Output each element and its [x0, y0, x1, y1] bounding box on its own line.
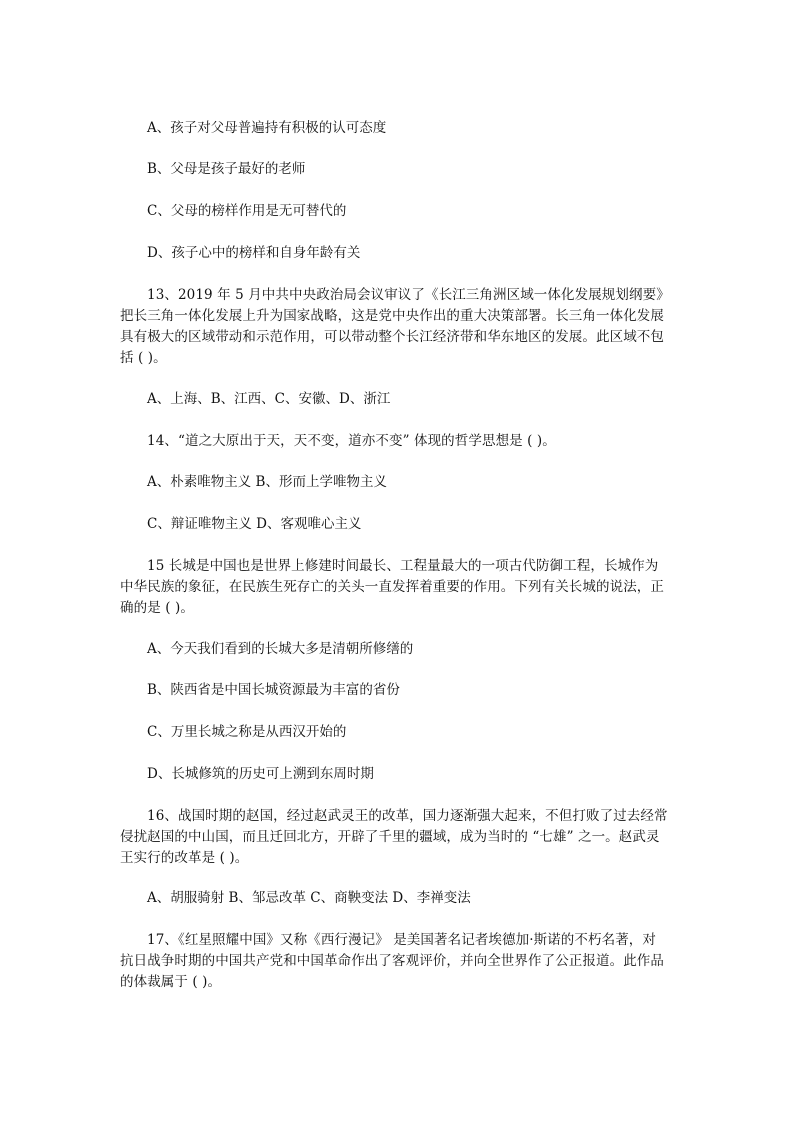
option-b-q15: B、陕西省是中国长城资源最为丰富的省份 — [147, 682, 400, 698]
question-13: 13、2019 年 5 月中共中央政治局会议审议了《长江三角洲区域一体化发展规划纲要》把长三角一体化发展上升为国家战略，这是党中央作出的重大决策部署。长三角一体化发展具有极大的区域带动和示范作用，可以带动整个长江经济带和华东地区的发展。此区域不包括 ( )。 — [120, 287, 664, 366]
question-17: 17、《红星照耀中国》又称《西行漫记》 是美国著名记者埃德加·斯诺的不朽名著，对抗日战争时期的中国共产党和中国革命作出了客观评价，并向全世界作了公正报道。此作品的体裁属于 ( )。 — [120, 932, 664, 990]
option-d-q12: D、孩子心中的榜样和自身年龄有关 — [147, 245, 361, 261]
options-q14-line1: A、朴素唯物主义 B、形而上学唯物主义 — [147, 474, 387, 490]
option-c-q12: C、父母的榜样作用是无可替代的 — [147, 203, 347, 219]
options-q13: A、上海、B、江西、C、安徽、D、浙江 — [147, 391, 391, 407]
question-14: 14、“道之大原出于天，天不变，道亦不变” 体现的哲学思想是 ( )。 — [147, 433, 556, 449]
question-15: 15 长城是中国也是世界上修建时间最长、工程量最大的一项古代防御工程，长城作为中华民族的象征，在民族生死存亡的关头一直发挥着重要的作用。下列有关长城的说法，正确的是 ( )。 — [120, 558, 664, 616]
options-q14-line2: C、辩证唯物主义 D、客观唯心主义 — [147, 516, 362, 532]
option-c-q15: C、万里长城之称是从西汉开始的 — [147, 724, 347, 740]
question-16: 16、战国时期的赵国，经过赵武灵王的改革，国力逐渐强大起来，不但打败了过去经常侵扰赵国的中山国，而且迁回北方，开辟了千里的疆域，成为当时的 “七雄” 之一。赵武灵王实行的改革是 ( )。 — [120, 808, 668, 866]
options-q16: A、胡服骑射 B、邹忌改革 C、商鞅变法 D、李禅变法 — [147, 890, 471, 906]
option-a-q12: A、孩子对父母普遍持有积极的认可态度 — [147, 120, 387, 136]
option-b-q12: B、父母是孩子最好的老师 — [147, 161, 306, 177]
option-d-q15: D、长城修筑的历史可上溯到东周时期 — [147, 766, 374, 782]
option-a-q15: A、今天我们看到的长城大多是清朝所修缮的 — [147, 641, 414, 657]
